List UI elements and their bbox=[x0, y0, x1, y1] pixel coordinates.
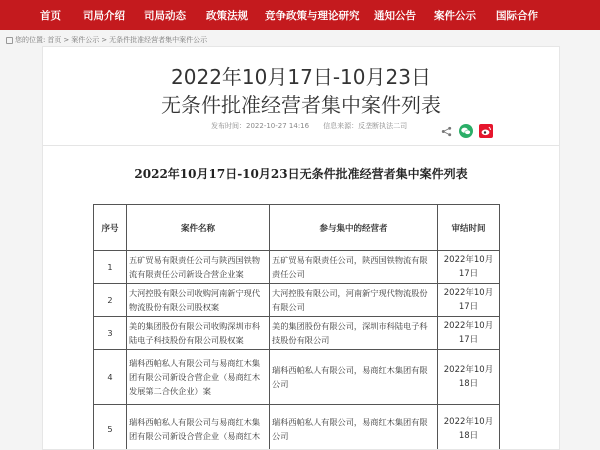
closing-date: 2022年10月17日 bbox=[438, 284, 500, 317]
share-icon[interactable] bbox=[439, 124, 453, 138]
breadcrumb-separator: > bbox=[63, 36, 70, 44]
breadcrumb bbox=[6, 34, 207, 46]
header-divider bbox=[43, 145, 559, 146]
nav-item-bureau-news[interactable]: 司局动态 bbox=[144, 10, 186, 22]
column-header-number: 序号 bbox=[94, 205, 127, 251]
page-title-line2: 无条件批准经营者集中案件列表 bbox=[161, 93, 441, 117]
breadcrumb-separator: > bbox=[101, 36, 108, 44]
info-source: 信息来源：反垄断执法二司 bbox=[323, 122, 408, 130]
case-parties: 美的集团股份有限公司，深圳市科陆电子科技股份有限公司 bbox=[270, 317, 438, 350]
publish-time: 发布时间：2022-10-27 14:16 bbox=[211, 122, 310, 130]
closing-date: 2022年10月18日 bbox=[438, 350, 500, 405]
breadcrumb-item-current[interactable]: 无条件批准经营者集中案件公示 bbox=[109, 36, 208, 44]
share-bar bbox=[439, 124, 493, 138]
case-table bbox=[93, 204, 500, 450]
row-number: 5 bbox=[94, 405, 127, 450]
nav-item-bureau-intro[interactable]: 司局介绍 bbox=[83, 10, 125, 22]
case-parties: 五矿贸易有限责任公司，陕西国铁物流有限责任公司 bbox=[270, 251, 438, 284]
page-title-line1: 2022年10月17日-10月23日 bbox=[171, 65, 431, 89]
row-number: 1 bbox=[94, 251, 127, 284]
breadcrumb-prefix: 您的位置: bbox=[15, 36, 46, 44]
column-header-parties: 参与集中的经营者 bbox=[270, 205, 438, 251]
row-number: 3 bbox=[94, 317, 127, 350]
closing-date: 2022年10月17日 bbox=[438, 317, 500, 350]
closing-date: 2022年10月18日 bbox=[438, 405, 500, 450]
top-nav-bar bbox=[0, 0, 600, 30]
nav-item-notices[interactable]: 通知公告 bbox=[374, 10, 416, 22]
weibo-icon[interactable] bbox=[479, 124, 493, 138]
case-name: 美的集团股份有限公司收购深圳市科陆电子科技股份有限公司股权案 bbox=[127, 317, 270, 350]
table-row bbox=[94, 317, 500, 350]
breadcrumb-item-cases[interactable]: 案件公示 bbox=[71, 36, 100, 44]
table-header-row bbox=[94, 205, 500, 251]
table-row bbox=[94, 405, 500, 450]
closing-date: 2022年10月17日 bbox=[438, 251, 500, 284]
article-meta bbox=[211, 121, 407, 131]
case-parties: 大河控股有限公司，河南新宁现代物流股份有限公司 bbox=[270, 284, 438, 317]
column-header-closing-date: 审结时间 bbox=[438, 205, 500, 251]
row-number: 4 bbox=[94, 350, 127, 405]
nav-item-home[interactable]: 首页 bbox=[40, 10, 61, 22]
breadcrumb-item-home[interactable]: 首页 bbox=[47, 36, 62, 44]
article-card bbox=[42, 46, 560, 450]
case-name: 五矿贸易有限责任公司与陕西国铁物流有限责任公司新设合营企业案 bbox=[127, 251, 270, 284]
case-name: 瑞科西帕私人有限公司与易商红木集团有限公司新设合营企业（易商红木 bbox=[127, 405, 270, 450]
case-name: 大河控股有限公司收购河南新宁现代物流股份有限公司股权案 bbox=[127, 284, 270, 317]
table-row bbox=[94, 350, 500, 405]
table-row bbox=[94, 284, 500, 317]
document-title: 2022年10月17日-10月23日无条件批准经营者集中案件列表 bbox=[134, 167, 468, 181]
row-number: 2 bbox=[94, 284, 127, 317]
case-name: 瑞科西帕私人有限公司与易商红木集团有限公司新设合营企业（易商红木发展第二合伙企业）案 bbox=[127, 350, 270, 405]
column-header-case-name: 案件名称 bbox=[127, 205, 270, 251]
case-parties: 瑞科西帕私人有限公司，易商红木集团有限公司 bbox=[270, 405, 438, 450]
nav-item-international[interactable]: 国际合作 bbox=[496, 10, 538, 22]
home-icon bbox=[6, 37, 13, 44]
wechat-icon[interactable] bbox=[459, 124, 473, 138]
nav-item-case-disclosure[interactable]: 案件公示 bbox=[434, 10, 476, 22]
table-row bbox=[94, 251, 500, 284]
case-parties: 瑞科西帕私人有限公司，易商红木集团有限公司 bbox=[270, 350, 438, 405]
nav-item-competition-research[interactable]: 竞争政策与理论研究 bbox=[265, 10, 360, 22]
nav-item-policies[interactable]: 政策法规 bbox=[206, 10, 248, 22]
